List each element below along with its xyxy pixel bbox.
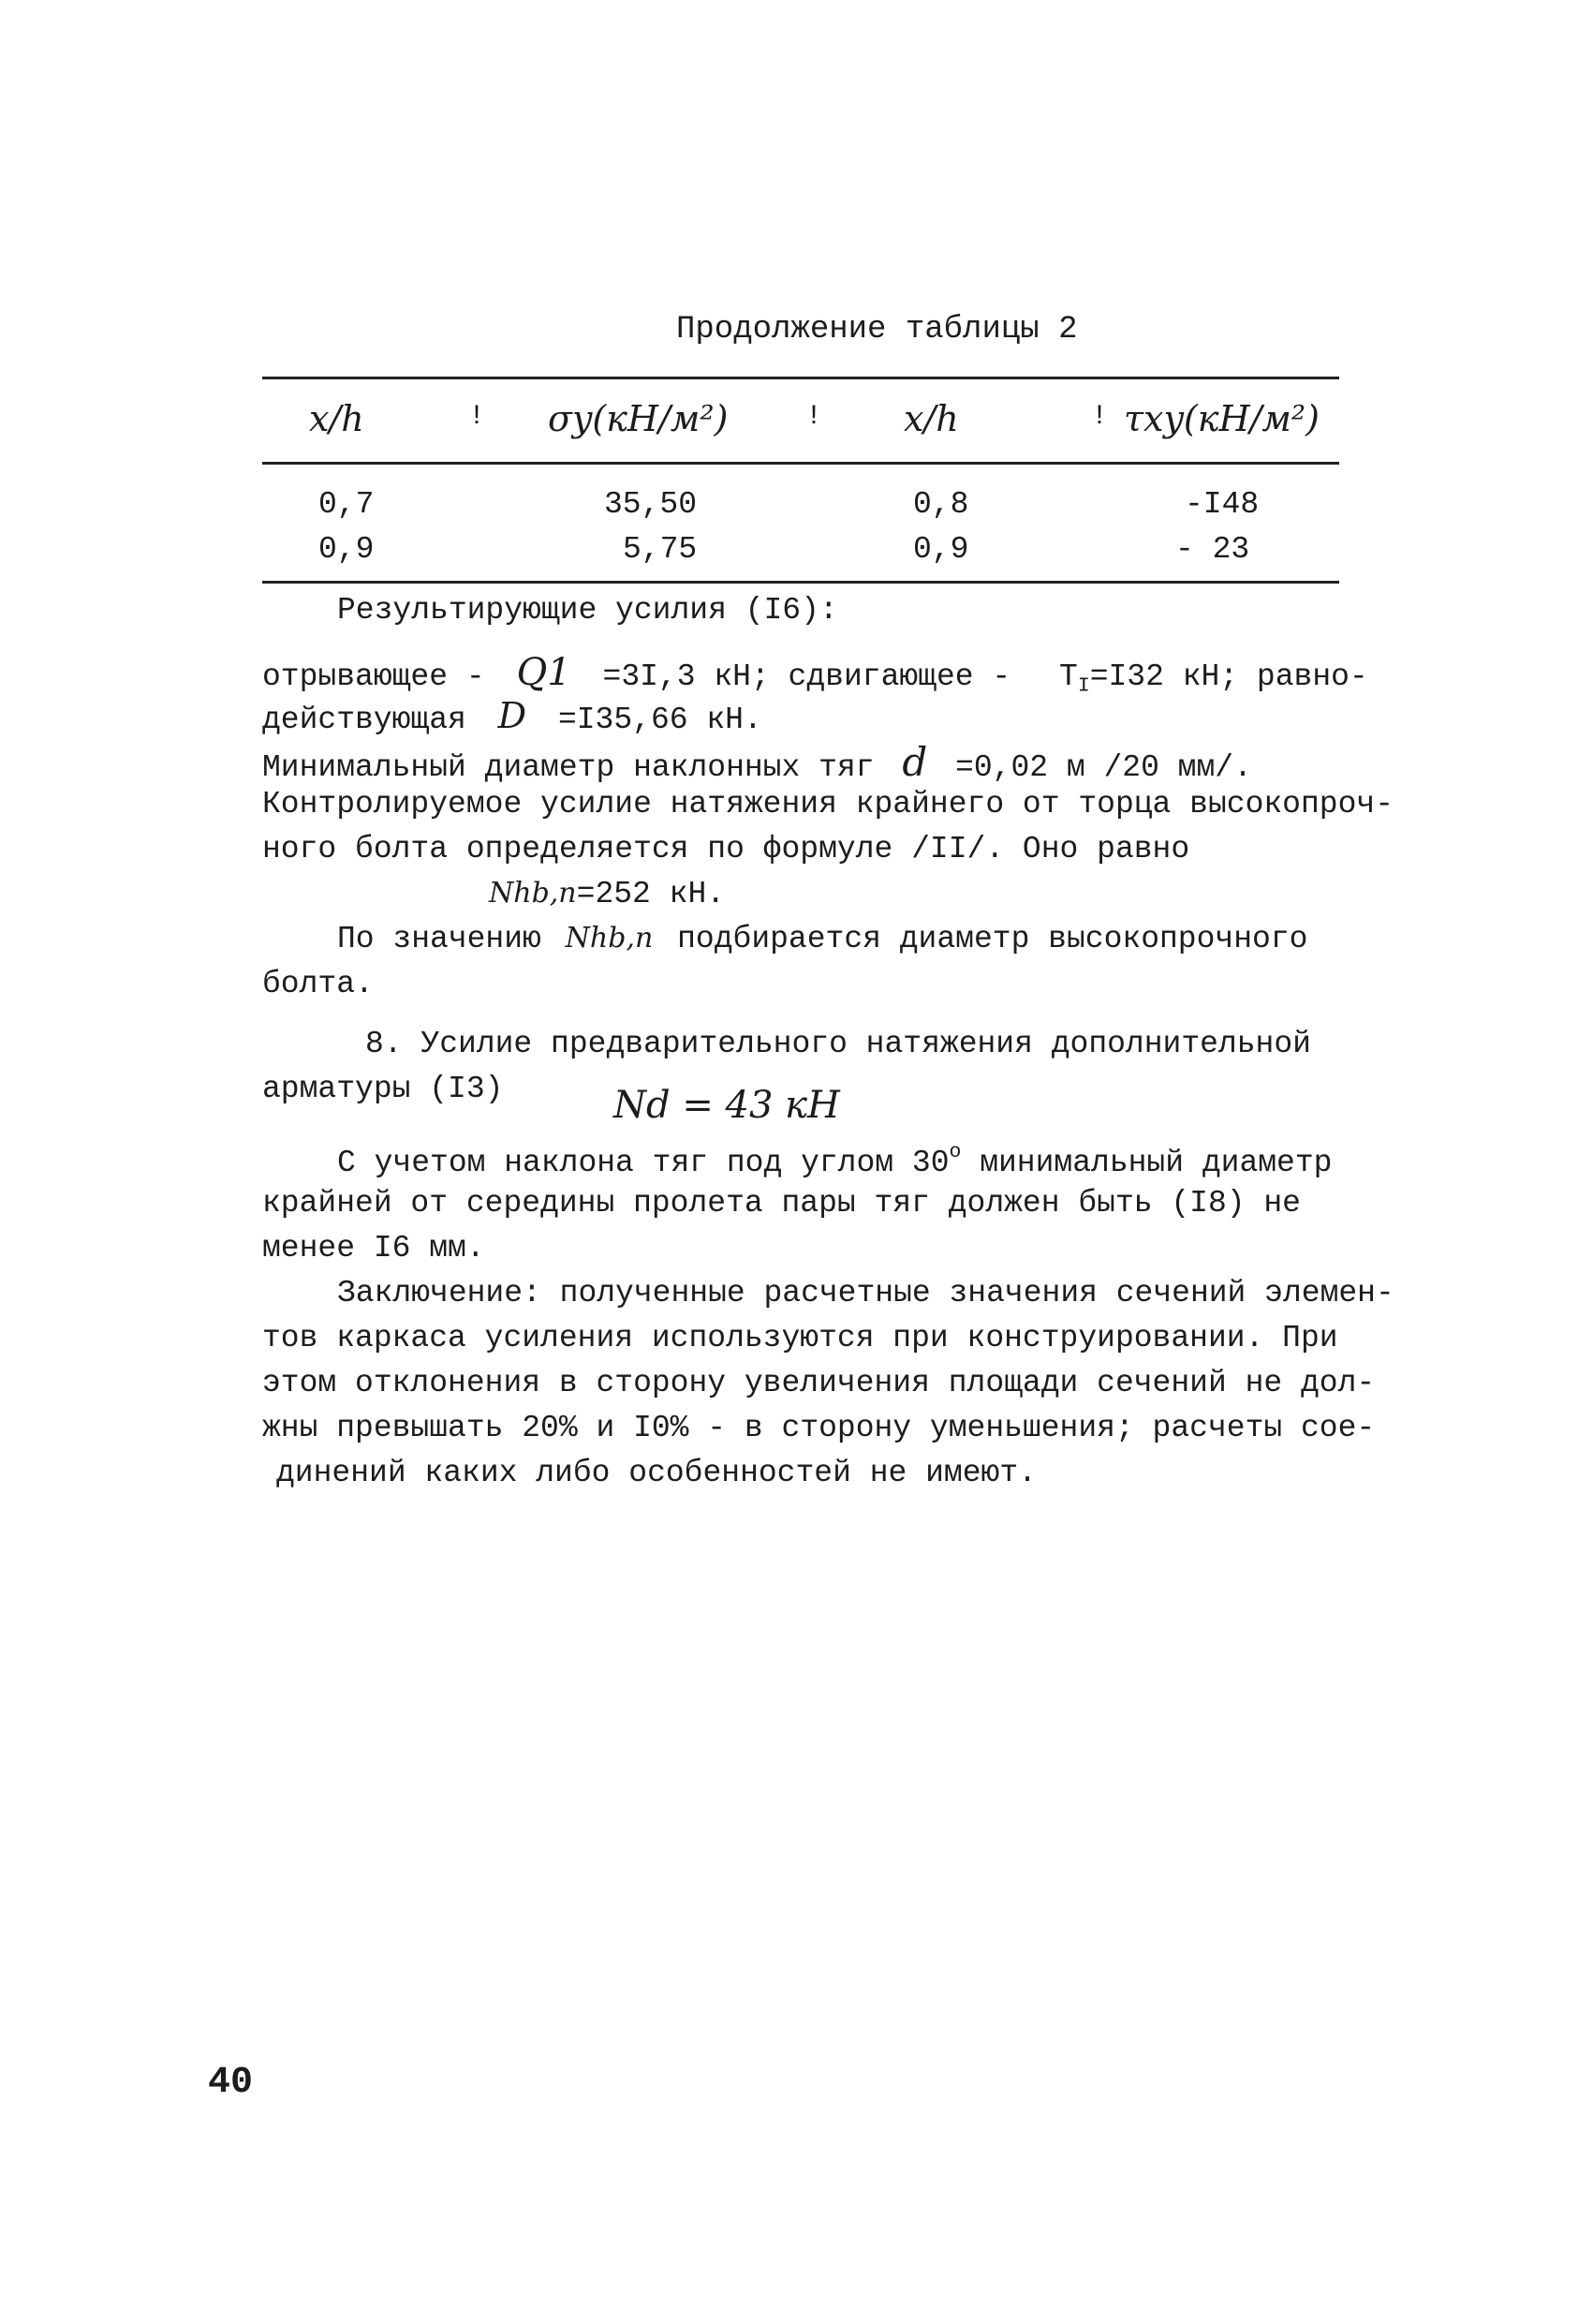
paragraph-8-line: 8. Усилие предварительного натяжения дополнительной xyxy=(365,1027,1311,1061)
text-line xyxy=(337,924,1307,955)
header-cell-x-h-1: x/h xyxy=(309,398,364,439)
text-line xyxy=(262,695,762,737)
symbol-nhbn: Nhb,n xyxy=(489,877,577,910)
symbol-t xyxy=(1059,659,1090,698)
conclusion-line: жны превышать 20% и I0% - в сторону уменьшения; расчеты сое- xyxy=(262,1411,1376,1445)
header-cell-x-h-2: x/h xyxy=(904,398,959,439)
header-cell-tau-xy: τxy(кН/м²) xyxy=(1124,398,1320,439)
text-fragment: действующая xyxy=(262,703,466,737)
table-caption: Продолжение таблицы 2 xyxy=(676,312,1078,348)
symbol-t-letter: T xyxy=(1059,659,1078,694)
table-cell: 35,50 xyxy=(604,487,698,522)
table-cell: -I48 xyxy=(1185,487,1260,522)
table-bottom-rule xyxy=(262,581,1339,584)
formula-line xyxy=(489,879,725,910)
resultant-heading: Результирующие усилия (I6): xyxy=(337,593,838,628)
conclusion-line: Заключение: полученные расчетные значения сечений элемен- xyxy=(337,1276,1394,1310)
column-separator: ! xyxy=(468,401,486,433)
symbol-d-resultant: D xyxy=(497,695,527,736)
text-fragment: По значению xyxy=(337,922,541,956)
text-line: Контролируемое усилие натяжения крайнего от торца высокопроч- xyxy=(262,787,1394,822)
conclusion-line: тов каркаса усиления используются при конструировании. При xyxy=(262,1321,1338,1355)
paragraph-8-line: арматуры (I3) xyxy=(262,1072,504,1106)
text-fragment: минимальный диаметр xyxy=(961,1146,1333,1180)
text-line: ного болта определяется по формуле /II/. Оно равно xyxy=(262,832,1190,866)
table-cell: 5,75 xyxy=(623,532,698,567)
table-cell: - 23 xyxy=(1175,532,1250,567)
text-fragment: Минимальный диаметр наклонных тяг xyxy=(262,750,875,785)
conclusion-line: динений каких либо особенностей не имеют. xyxy=(276,1456,1037,1490)
table-top-rule xyxy=(262,377,1339,379)
conclusion-line: этом отклонения в сторону увеличения площади сечений не дол- xyxy=(262,1366,1376,1400)
text-line: болта. xyxy=(262,967,374,1001)
table-header-rule xyxy=(262,462,1339,465)
text-fragment: отрывающее - xyxy=(262,659,485,694)
text-fragment: подбирается диаметр высокопрочного xyxy=(677,922,1308,956)
text-fragment: =I32 кН; равно- xyxy=(1089,659,1368,694)
header-cell-sigma-y: σy(кН/м²) xyxy=(548,398,729,439)
column-separator: ! xyxy=(1091,401,1109,433)
text-fragment: С учетом наклона тяг под углом 30 xyxy=(337,1146,950,1180)
text-fragment: =I35,66 кН. xyxy=(557,703,762,737)
text-fragment: =0,02 м /20 мм/. xyxy=(955,750,1252,785)
text-line xyxy=(262,739,1252,785)
symbol-d-diameter: d xyxy=(902,739,928,785)
text-fragment: =3I,3 кН; сдвигающее - xyxy=(602,659,1011,694)
paragraph-9-line: крайней от середины пролета пары тяг должен быть (I8) не xyxy=(262,1186,1301,1221)
paragraph-9-line: менее I6 мм. xyxy=(262,1231,485,1266)
formula-value: =252 кН. xyxy=(576,877,726,911)
handwritten-nd-value: Nd = 43 кН xyxy=(613,1084,840,1127)
symbol-nhbn: Nhb,n xyxy=(565,922,654,955)
column-separator: ! xyxy=(805,401,823,433)
page-number: 40 xyxy=(208,2062,254,2104)
symbol-q1: Q1 xyxy=(516,651,571,694)
symbol-t-subscript: I xyxy=(1077,674,1090,698)
text-line xyxy=(262,651,1368,698)
table-cell: 0,7 xyxy=(318,487,375,522)
table-cell: 0,8 xyxy=(913,487,969,522)
table-cell: 0,9 xyxy=(913,532,969,567)
table-cell: 0,9 xyxy=(318,532,375,567)
degree-sign: о xyxy=(949,1141,962,1163)
paragraph-9-line xyxy=(337,1143,1332,1178)
